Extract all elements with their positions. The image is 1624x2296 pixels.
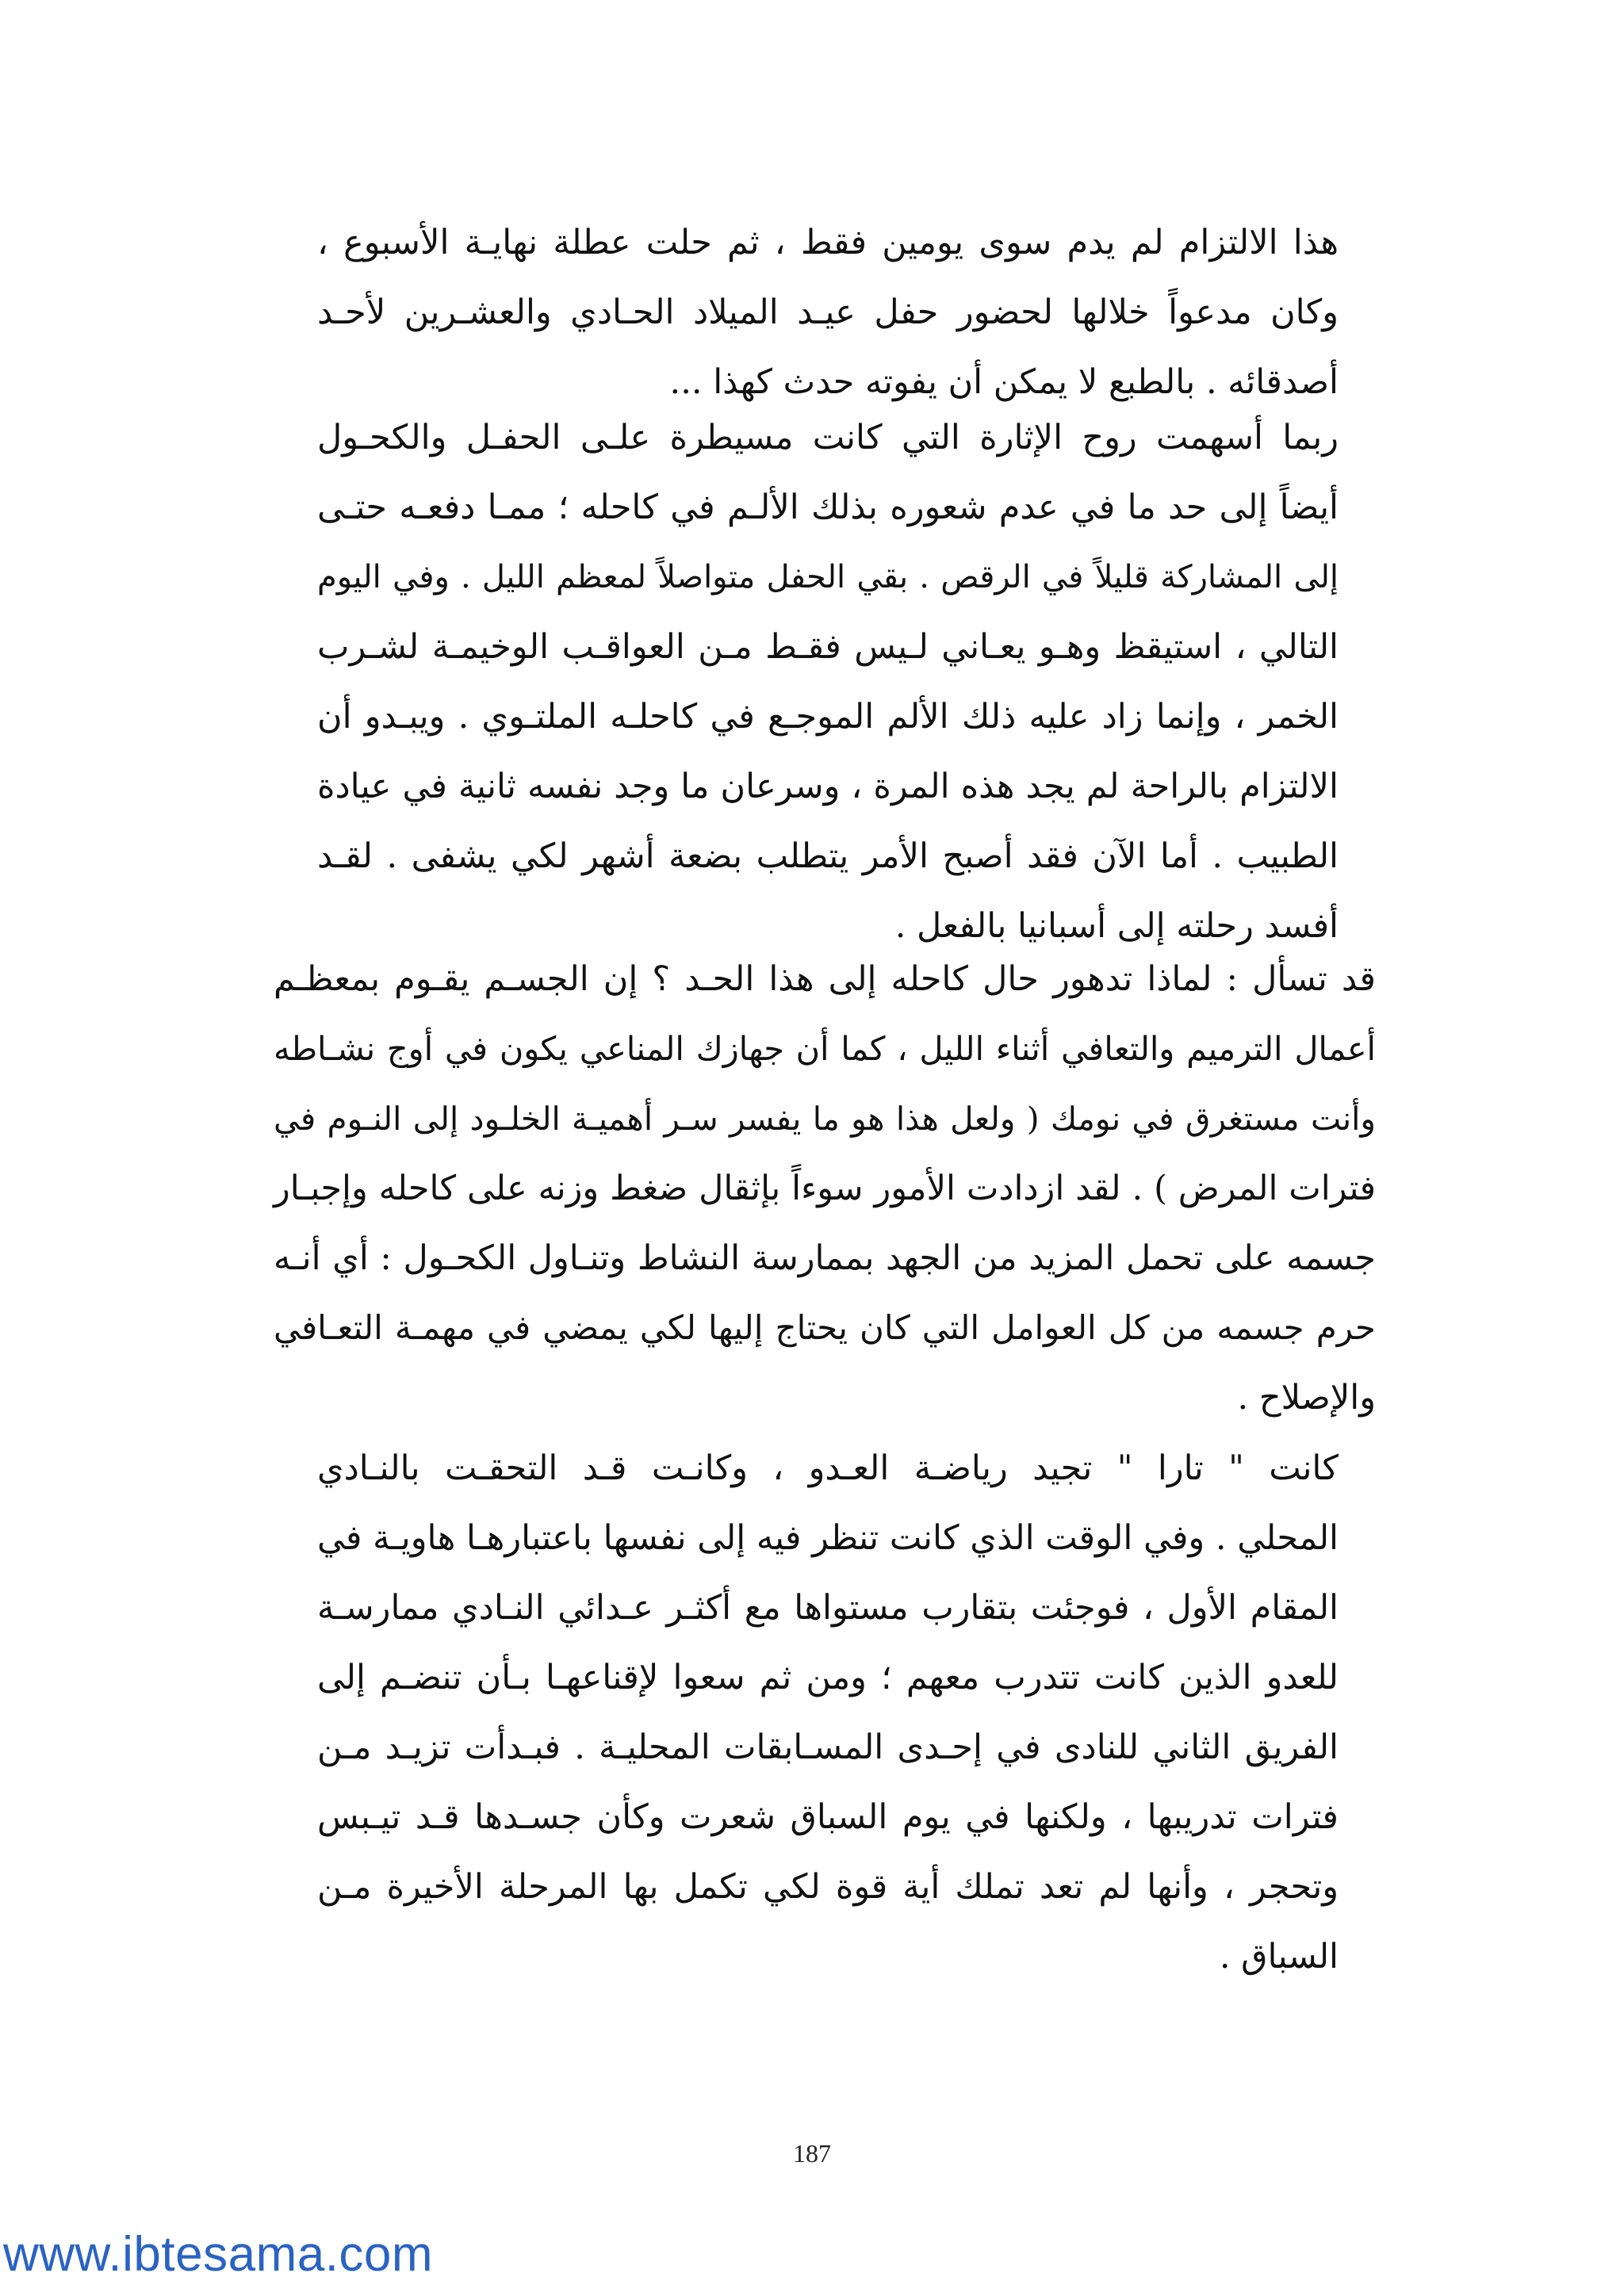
text-line: الفريق الثاني للنادى في إحـدى المسـابقات المحليـة . فبـدأت تزيـد مـن (317, 1728, 1339, 1767)
text-line: وأنت مستغرق في نومك ( ولعل هذا هو ما يفسر سـر أهميـة الخلـود إلى النـوم في (274, 1100, 1376, 1138)
text-line: هذا الالتزام لم يدم سوى يومين فقط ، ثم حلت عطلة نهايـة الأسبوع ، (317, 223, 1339, 262)
text-line: حرم جسمه من كل العوامل التي كان يحتاج إليها لكي يمضي في مهمـة التعـافي (274, 1308, 1376, 1347)
text-line: الالتزام بالراحة لم يجد هذه المرة ، وسرعان ما وجد نفسه ثانية في عيادة (317, 767, 1339, 806)
text-line: أعمال الترميم والتعافي أثناء الليل ، كما أن جهازك المناعي يكون في أوج نشـاطه (274, 1030, 1376, 1068)
text-line: كانت " تارا " تجيد رياضـة العـدو ، وكانـت قـد التحقـت بالنـادي (317, 1448, 1339, 1488)
text-line: جسمه على تحمل المزيد من الجهد بممارسة النشاط وتنـاول الكحـول : أي أنـه (274, 1238, 1376, 1278)
text-line: أيضاً إلى حد ما في عدم شعوره بذلك الألـم في كاحله ؛ ممـا دفعـه حتـى (317, 488, 1339, 527)
paragraph-4 (317, 1433, 1339, 1992)
text-line: وكان مدعواً خلالها لحضور حفل عيـد الميلاد الحـادي والعشـرين لأحـد (317, 293, 1339, 332)
paragraph-3 (274, 944, 1376, 1433)
text-line: قد تسأل : لماذا تدهور حال كاحله إلى هذا الحـد ؟ إن الجسـم يقـوم بمعظـم (274, 959, 1376, 999)
text-line: السباق . (1219, 1937, 1339, 1976)
text-line: أفسد رحلته إلى أسبانيا بالفعل . (894, 906, 1339, 946)
watermark-url: www.ibtesama.com (3, 2227, 434, 2282)
text-line: ربما أسهمت روح الإثارة التي كانت مسيطرة علـى الحفـل والكحـول (317, 418, 1339, 457)
text-line: المحلي . وفي الوقت الذي كانت تنظر فيه إلى نفسها باعتبارهـا هاويـة في (317, 1518, 1339, 1558)
paragraph-1 (317, 208, 1339, 417)
text-line: فترات المرض ) . لقد ازدادت الأمور سوءاً بإثقال ضغط وزنه على كاحله وإجبـار (274, 1169, 1376, 1208)
page-number: 187 (793, 2139, 831, 2168)
text-line: للعدو الذين كانت تتدرب معهم ؛ ومن ثم سعوا لإقناعهـا بـأن تنضـم إلى (317, 1658, 1339, 1697)
text-line: أصدقائه . بالطبع لا يمكن أن يفوته حدث كهذا ... (669, 362, 1339, 402)
text-line: التالي ، استيقظ وهـو يعـاني لـيس فقـط مـن العواقـب الوخيمـة لشـرب (317, 627, 1339, 667)
text-line: فترات تدريبها ، ولكنها في يوم السباق شعرت وكأن جسـدها قـد تيـبس (317, 1797, 1339, 1837)
paragraph-2 (317, 403, 1339, 961)
text-line: الخمر ، وإنما زاد عليه ذلك الألم الموجـع في كاحلـه الملتـوي . ويبـدو أن (317, 697, 1339, 737)
text-line: المقام الأول ، فوجئت بتقارب مستواها مع أكثـر عـدائي النـادي ممارسـة (317, 1588, 1339, 1628)
text-line: الطبيب . أما الآن فقد أصبح الأمر يتطلب بضعة أشهر لكي يشفى . لقـد (317, 836, 1339, 876)
text-line: والإصلاح . (1237, 1378, 1376, 1418)
text-line: وتحجر ، وأنها لم تعد تملك أية قوة لكي تكمل بها المرحلة الأخيرة مـن (317, 1867, 1339, 1907)
text-line: إلى المشاركة قليلاً في الرقص . بقي الحفل متواصلاً لمعظم الليل . وفي اليوم (317, 559, 1339, 595)
